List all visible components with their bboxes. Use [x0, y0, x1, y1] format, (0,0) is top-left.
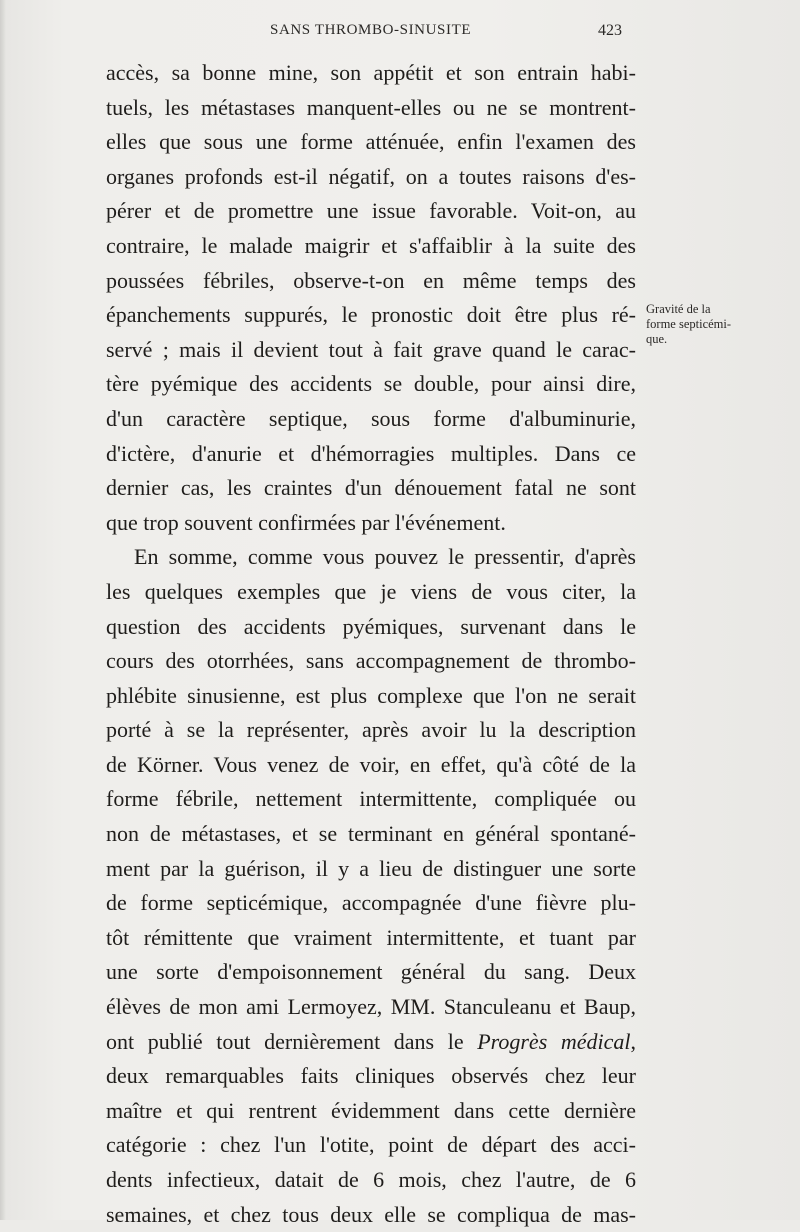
text-fragment: ont publié tout dernièrement dans le [106, 1028, 478, 1054]
journal-title: Progrès médical [477, 1028, 631, 1054]
text-line [106, 1025, 636, 1060]
text-line: tère pyémique des accidents se double, pour ainsi dire, [106, 371, 636, 397]
text-line: une sorte d'empoisonnement général du sang. Deux [106, 959, 636, 985]
text-line: tôt rémittente que vraiment intermittente, et tuant par [106, 924, 636, 950]
text-line: semaines, et chez tous deux elle se compliqua de mas- [106, 1201, 636, 1227]
text-line: cours des otorrhées, sans accompagnement de thrombo- [106, 648, 636, 674]
text-line: dents infectieux, datait de 6 mois, chez l'autre, de 6 [106, 1167, 636, 1192]
margin-note-line: que. [646, 332, 668, 346]
text-line: forme fébrile, nettement intermittente, compliquée ou [106, 786, 636, 812]
running-title: SANS THROMBO-SINUSITE [270, 22, 472, 38]
text-line: maître et qui rentrent évidemment dans cette dernière [106, 1097, 636, 1123]
text-line: que trop souvent confirmées par l'événement. [106, 509, 506, 535]
text-line: non de métastases, et se terminant en général spontané- [106, 821, 636, 847]
text-line: de forme septicémique, accompagnée d'une fièvre plu- [106, 890, 636, 916]
text-line: pérer et de promettre une issue favorable. Voit-on, au [106, 198, 636, 224]
text-line: organes profonds est-il négatif, on a toutes raisons d'es- [106, 163, 636, 189]
text-line: servé ; mais il devient tout à fait grave quand le carac- [106, 336, 636, 362]
margin-note-line: Gravité de la [646, 302, 711, 316]
text-line: de Körner. Vous venez de voir, en effet, qu'à côté de la [106, 751, 636, 777]
text-line: ment par la guérison, il y a lieu de distinguer une sorte [106, 855, 636, 881]
body-text [106, 56, 636, 1232]
text-line: tuels, les métastases manquent-elles ou ne se montrent- [106, 94, 636, 120]
text-line: contraire, le malade maigrir et s'affaiblir à la suite des [106, 232, 636, 258]
text-line: elles que sous une forme atténuée, enfin l'examen des [106, 129, 636, 155]
text-line: question des accidents pyémiques, survenant dans le [106, 613, 636, 639]
text-line: poussées fébriles, observe-t-on en même temps des [106, 267, 636, 293]
text-line: En somme, comme vous pouvez le pressentir, d'après [134, 544, 636, 570]
page-edge-shadow [0, 0, 6, 1220]
text-line: dernier cas, les craintes d'un dénouement fatal ne sont [106, 475, 636, 501]
text-line: phlébite sinusienne, est plus complexe que l'on ne serait [106, 682, 636, 708]
text-line: d'un caractère septique, sous forme d'albuminurie, [106, 405, 636, 431]
text-line: d'ictère, d'anurie et d'hémorragies multiples. Dans ce [106, 440, 636, 466]
text-line: les quelques exemples que je viens de vous citer, la [106, 578, 636, 604]
margin-note-line: forme septicémi- [646, 317, 732, 331]
text-line: catégorie : chez l'un l'otite, point de départ des acci- [106, 1132, 636, 1158]
text-line: épanchements suppurés, le pronostic doit être plus ré- [106, 302, 636, 328]
page-number: 423 [598, 22, 622, 39]
text-line: accès, sa bonne mine, son appétit et son entrain habi- [106, 60, 636, 85]
text-line: élèves de mon ami Lermoyez, MM. Stanculeanu et Baup, [106, 994, 636, 1020]
margin-note [646, 302, 796, 347]
text-line: deux remarquables faits cliniques observés chez leur [106, 1063, 636, 1089]
text-fragment: , [630, 1028, 637, 1054]
text-line: porté à se la représenter, après avoir lu la description [106, 717, 636, 743]
